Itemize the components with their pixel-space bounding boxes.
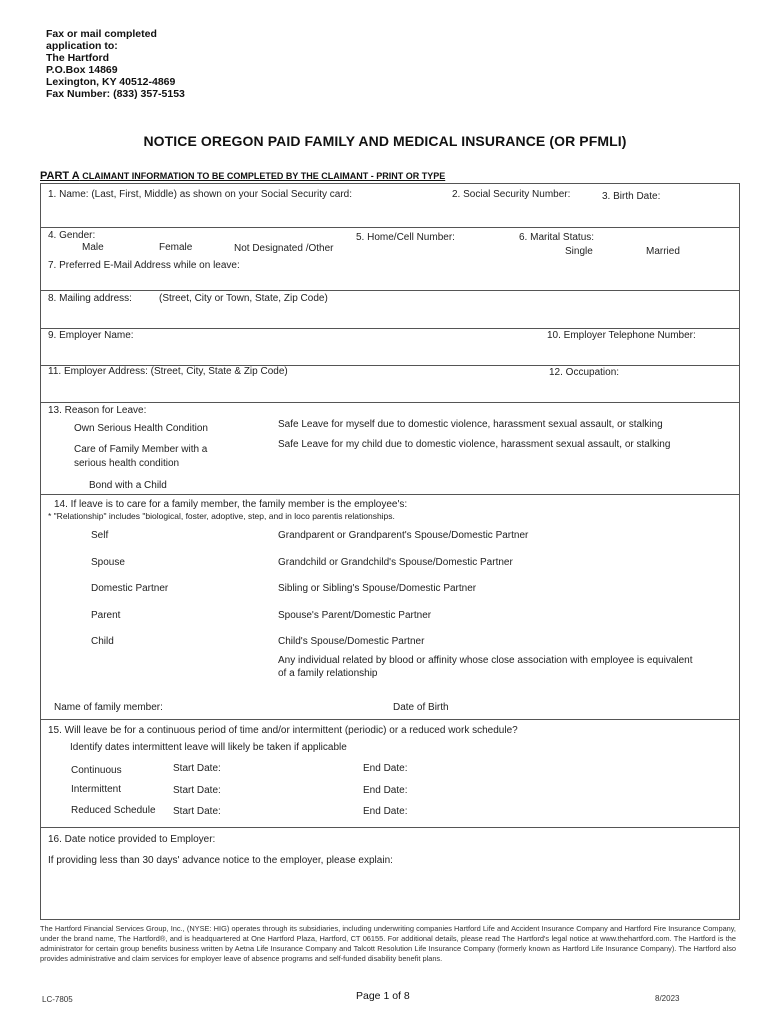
rel-parent-option[interactable]: Parent bbox=[91, 610, 121, 621]
legal-disclaimer: The Hartford Financial Services Group, Inc., (NYSE: HIG) operates through its subsidiaries, including underwriting companies Hartford Life and Accident Insurance Company and Hartford Fire Insurance Company, under the brand name, The Hartford®, and is headquartered at One Hartford Plaza, Hartford, CT 06155. For additional details, please read The Hartford's legal notice at www.thehartford.com. The Hartford is the administrator for certain group benefits business written by Aetna Life Insurance Company and Talcott Resolution Life Insurance Company (formerly known as Hartford Life Insurance Company). The Hartford also provides administrative and claim services for employer leave of absence programs and self-funded disability benefit plans. bbox=[40, 924, 736, 964]
rel-grandparent-option[interactable]: Grandparent or Grandparent's Spouse/Domestic Partner bbox=[278, 530, 529, 541]
part-text: CLAIMANT INFORMATION TO BE COMPLETED BY THE CLAIMANT - PRINT OR TYPE bbox=[79, 171, 446, 181]
rel-spouse-parent-option[interactable]: Spouse's Parent/Domestic Partner bbox=[278, 610, 432, 621]
page-number: Page 1 of 8 bbox=[356, 990, 410, 1002]
reduced-end-date-label: End Date: bbox=[363, 806, 408, 817]
rel-child-spouse-option[interactable]: Child's Spouse/Domestic Partner bbox=[278, 636, 425, 647]
employer-address-label: 11. Employer Address: (Street, City, State & Zip Code) bbox=[48, 366, 288, 377]
phone-label: 5. Home/Cell Number: bbox=[356, 232, 455, 243]
row-notice[interactable] bbox=[41, 827, 739, 921]
row-employer-address[interactable] bbox=[41, 365, 739, 402]
row-reason bbox=[41, 402, 739, 494]
address-line: Fax or mail completed bbox=[46, 28, 157, 40]
reduced-schedule-option[interactable]: Reduced Schedule bbox=[71, 805, 156, 816]
rel-child-option[interactable]: Child bbox=[91, 636, 114, 647]
revision-date: 8/2023 bbox=[655, 994, 680, 1003]
leave-schedule-hint: Identify dates intermittent leave will likely be taken if applicable bbox=[70, 742, 347, 753]
part-a-heading bbox=[40, 170, 445, 182]
leave-schedule-question: 15. Will leave be for a continuous period of time and/or intermittent (periodic) or a reduced work schedule? bbox=[48, 725, 518, 736]
email-label: 7. Preferred E-Mail Address while on leave: bbox=[48, 260, 240, 271]
continuous-start-date-label: Start Date: bbox=[173, 763, 221, 774]
relationship-question: 14. If leave is to care for a family member, the family member is the employee's: bbox=[54, 499, 408, 510]
rel-any-individual-option[interactable]: Any individual related by blood or affinity whose close association with employee is equivalent of a family relationship bbox=[278, 655, 693, 679]
continuous-end-date-label: End Date: bbox=[363, 763, 408, 774]
birth-date-label: 3. Birth Date: bbox=[602, 191, 661, 202]
family-member-name-label: Name of family member: bbox=[54, 702, 163, 713]
mailing-instructions bbox=[46, 28, 185, 100]
reason-bond-child-option[interactable]: Bond with a Child bbox=[89, 480, 167, 491]
row-name[interactable] bbox=[41, 184, 739, 227]
employer-name-label: 9. Employer Name: bbox=[48, 330, 134, 341]
reason-safe-leave-self-option[interactable]: Safe Leave for myself due to domestic violence, harassment sexual assault, or stalking bbox=[278, 419, 663, 430]
part-label: PART A bbox=[40, 170, 80, 182]
row-leave-schedule bbox=[41, 719, 739, 827]
address-line: P.O.Box 14869 bbox=[46, 64, 118, 76]
gender-not-designated-option[interactable]: Not Designated /Other bbox=[234, 243, 334, 254]
reason-care-family-line2: serious health condition bbox=[74, 458, 180, 469]
gender-male-option[interactable]: Male bbox=[82, 242, 104, 253]
intermittent-start-date-label: Start Date: bbox=[173, 785, 221, 796]
row-relationship bbox=[41, 494, 739, 719]
marital-married-option[interactable]: Married bbox=[646, 246, 680, 257]
ssn-label: 2. Social Security Number: bbox=[452, 189, 571, 200]
intermittent-end-date-label: End Date: bbox=[363, 785, 408, 796]
row-mailing[interactable] bbox=[41, 290, 739, 328]
continuous-option[interactable]: Continuous bbox=[71, 765, 122, 776]
relationship-note: * "Relationship" includes "biological, foster, adoptive, step, and in loco parentis relationships. bbox=[48, 511, 395, 521]
address-line: application to: bbox=[46, 40, 118, 52]
rel-sibling-option[interactable]: Sibling or Sibling's Spouse/Domestic Partner bbox=[278, 583, 477, 594]
fax-number: Fax Number: (833) 357-5153 bbox=[46, 88, 185, 100]
rel-grandchild-option[interactable]: Grandchild or Grandchild's Spouse/Domestic Partner bbox=[278, 557, 513, 568]
marital-status-label: 6. Marital Status: bbox=[519, 232, 595, 243]
reduced-start-date-label: Start Date: bbox=[173, 806, 221, 817]
address-line: The Hartford bbox=[46, 52, 109, 64]
rel-domestic-partner-option[interactable]: Domestic Partner bbox=[91, 583, 169, 594]
row-gender[interactable] bbox=[41, 227, 739, 290]
occupation-label: 12. Occupation: bbox=[549, 367, 620, 378]
reason-care-family-option[interactable]: Care of Family Member with a bbox=[74, 444, 208, 455]
page-title: NOTICE OREGON PAID FAMILY AND MEDICAL INSURANCE (OR PFMLI) bbox=[143, 133, 627, 149]
employer-phone-label: 10. Employer Telephone Number: bbox=[547, 330, 696, 341]
rel-self-option[interactable]: Self bbox=[91, 530, 109, 541]
address-line: Lexington, KY 40512-4869 bbox=[46, 76, 176, 88]
claimant-form bbox=[40, 183, 740, 920]
gender-label: 4. Gender: bbox=[48, 230, 96, 241]
form-id: LC-7805 bbox=[42, 995, 73, 1004]
name-label: 1. Name: (Last, First, Middle) as shown on your Social Security card: bbox=[48, 189, 353, 200]
reason-label: 13. Reason for Leave: bbox=[48, 405, 147, 416]
notice-date-label: 16. Date notice provided to Employer: bbox=[48, 834, 216, 845]
reason-own-health-option[interactable]: Own Serious Health Condition bbox=[74, 423, 208, 434]
family-member-dob-label: Date of Birth bbox=[393, 702, 449, 713]
gender-female-option[interactable]: Female bbox=[159, 242, 193, 253]
rel-spouse-option[interactable]: Spouse bbox=[91, 557, 125, 568]
notice-explain-label: If providing less than 30 days' advance notice to the employer, please explain: bbox=[48, 855, 393, 866]
intermittent-option[interactable]: Intermittent bbox=[71, 784, 122, 795]
mailing-address-hint: (Street, City or Town, State, Zip Code) bbox=[159, 293, 328, 304]
row-employer[interactable] bbox=[41, 328, 739, 365]
mailing-address-label: 8. Mailing address: bbox=[48, 293, 132, 304]
reason-safe-leave-child-option[interactable]: Safe Leave for my child due to domestic violence, harassment sexual assault, or stalking bbox=[278, 439, 671, 450]
marital-single-option[interactable]: Single bbox=[565, 246, 593, 257]
